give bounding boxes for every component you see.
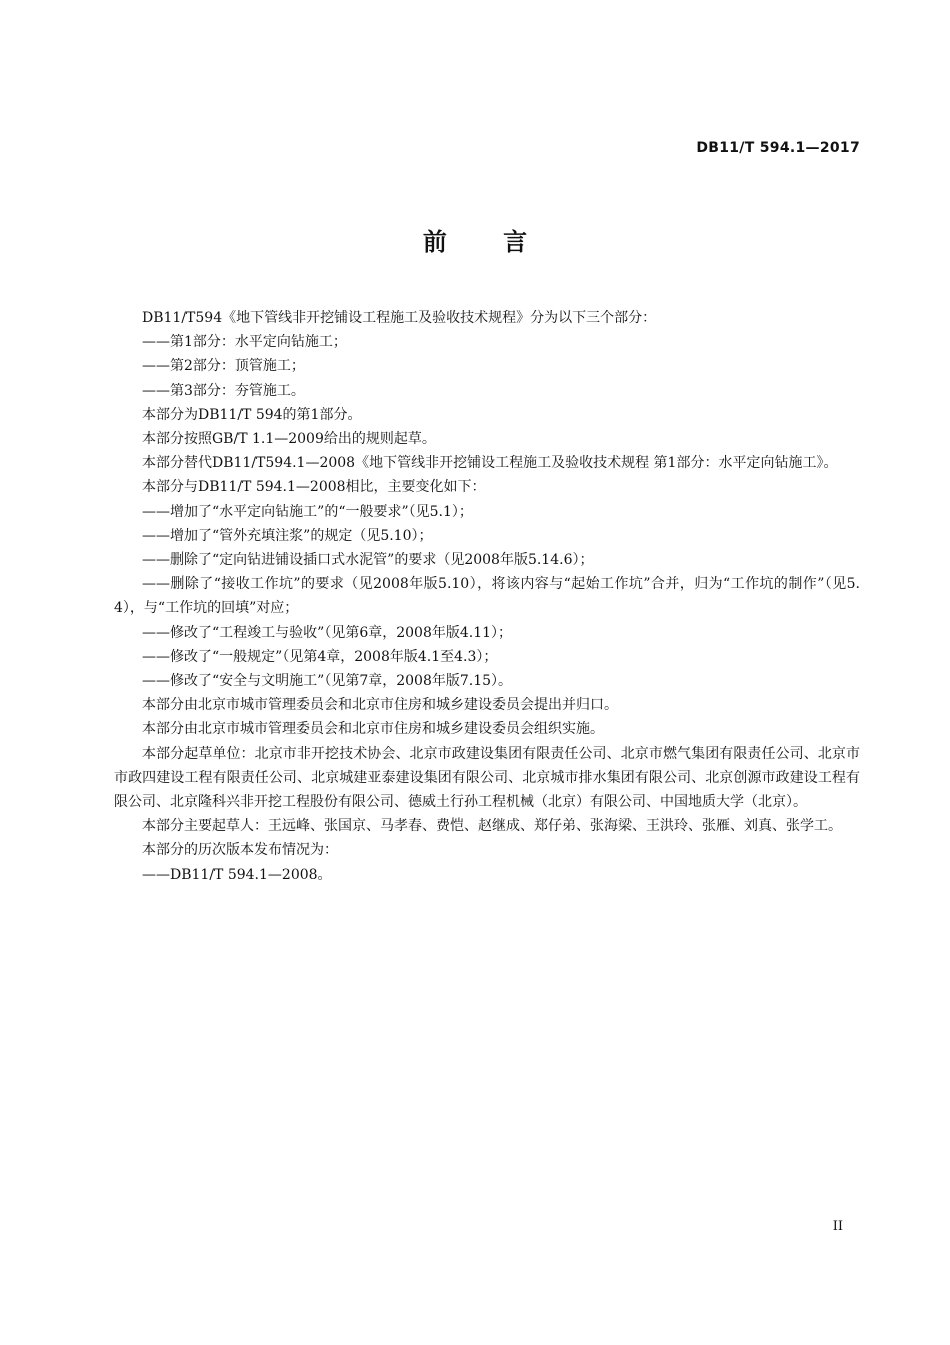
list-item: ——删除了“接收工作坑”的要求（见2008年版5.10），将该内容与“起始工作坑”合并，归为“工作坑的制作”（见5.4），与“工作坑的回填”对应； xyxy=(114,576,860,617)
paragraph: 本部分为DB11/T 594的第1部分。 xyxy=(142,406,362,423)
paragraph: 本部分由北京市城市管理委员会和北京市住房和城乡建设委员会提出并归口。 xyxy=(142,697,618,714)
paragraph: 本部分与DB11/T 594.1—2008相比，主要变化如下： xyxy=(142,479,486,496)
list-item: ——第1部分：水平定向钻施工； xyxy=(142,334,347,351)
paragraph: DB11/T594《地下管线非开挖铺设工程施工及验收技术规程》分为以下三个部分： xyxy=(142,310,657,326)
list-item: ——增加了“管外充填注浆”的规定（见5.10）； xyxy=(142,527,433,544)
list-item: ——DB11/T 594.1—2008。 xyxy=(142,866,332,883)
list-item: ——删除了“定向钻进铺设插口式水泥管”的要求（见2008年版5.14.6）； xyxy=(142,552,594,569)
list-item: ——修改了“一般规定”（见第4章，2008年版4.1至4.3）； xyxy=(142,648,498,665)
list-item: ——增加了“水平定向钻施工”的“一般要求”（见5.1）； xyxy=(142,503,473,520)
list-item: ——第3部分：夯管施工。 xyxy=(142,382,305,399)
paragraph: 本部分替代DB11/T594.1—2008《地下管线非开挖铺设工程施工及验收技术规程 第1部分：水平定向钻施工》。 xyxy=(142,455,838,472)
paragraph: 本部分起草单位：北京市非开挖技术协会、北京市政建设集团有限责任公司、北京市燃气集团有限责任公司、北京市市政四建设工程有限责任公司、北京城建亚泰建设集团有限公司、北京城市排水集团有限公司、北京创源市政建设工程有限公司、北京隆科兴非开挖工程股份有限公司、德威土行孙工程机械（北京）有限公司、中国地质大学（北京）。 xyxy=(114,745,860,811)
paragraph: 本部分主要起草人：王远峰、张国京、马孝春、费恺、赵继成、郑仔弟、张海梁、王洪玲、张雁、刘真、张学工。 xyxy=(142,818,842,835)
paragraph: 本部分由北京市城市管理委员会和北京市住房和城乡建设委员会组织实施。 xyxy=(142,721,604,738)
page-title: 前 言 xyxy=(422,228,552,256)
list-item: ——修改了“工程竣工与验收”（见第6章，2008年版4.11）； xyxy=(142,624,513,641)
paragraph: 本部分按照GB/T 1.1—2009给出的规则起草。 xyxy=(142,431,436,448)
page-number: II xyxy=(832,1219,843,1234)
list-item: ——修改了“安全与文明施工”（见第7章，2008年版7.15）。 xyxy=(142,673,513,690)
list-item: ——第2部分：顶管施工； xyxy=(142,358,305,375)
standard-code: DB11/T 594.1—2017 xyxy=(696,140,860,156)
paragraph: 本部分的历次版本发布情况为： xyxy=(142,842,338,859)
foreword-body xyxy=(114,306,860,887)
